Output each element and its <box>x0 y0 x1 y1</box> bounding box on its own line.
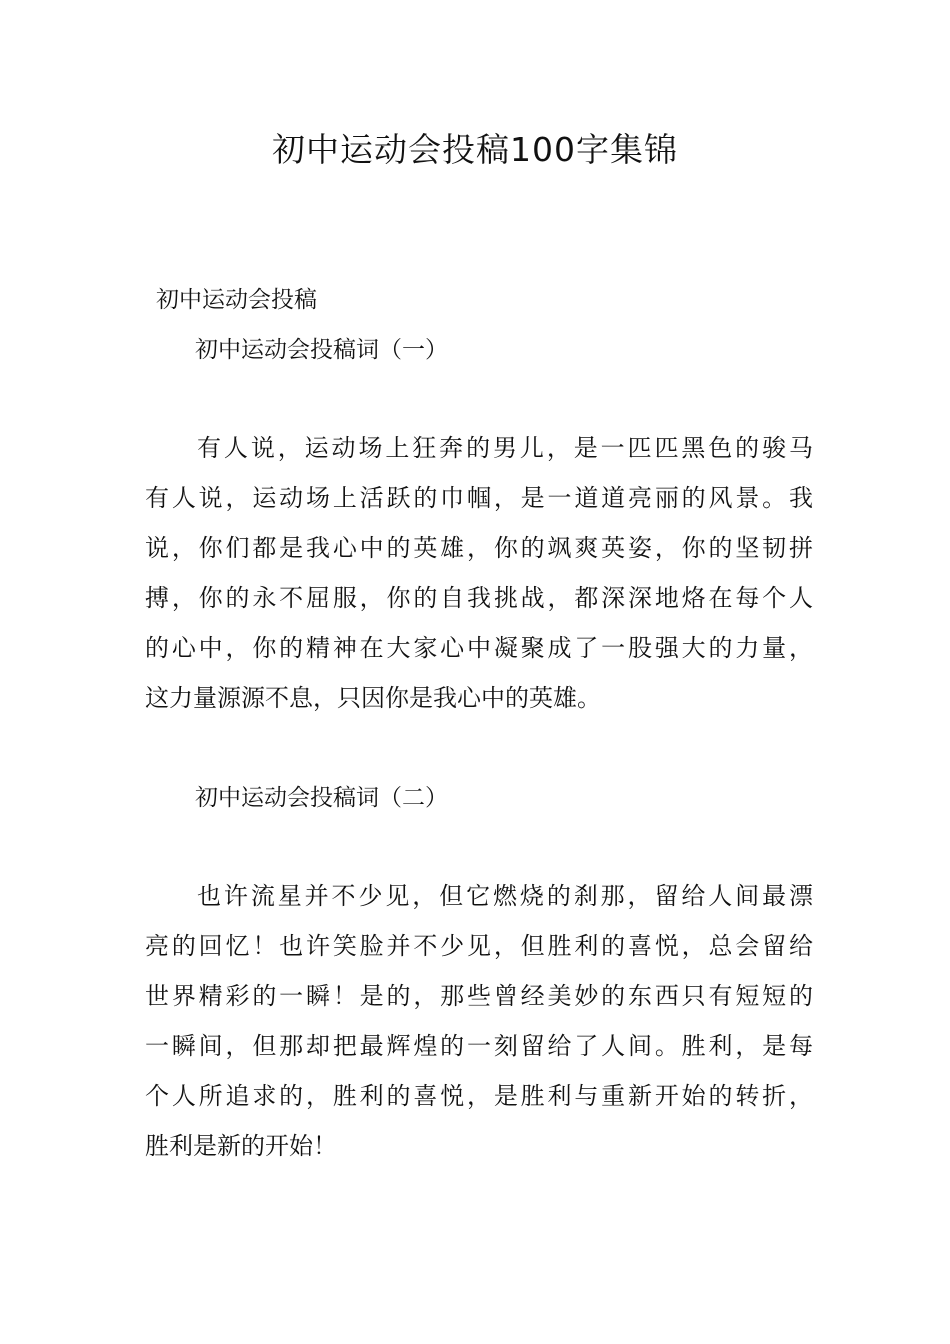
paragraph-line: 个人所追求的，胜利的喜悦，是胜利与重新开始的转折， <box>145 1082 813 1110</box>
section-heading-1: 初中运动会投稿词（一） <box>195 337 448 363</box>
paragraph-line: 亮的回忆！也许笑脸并不少见，但胜利的喜悦，总会留给 <box>145 932 813 960</box>
paragraph-line: 世界精彩的一瞬！是的，那些曾经美妙的东西只有短短的 <box>145 982 813 1010</box>
document-title: 初中运动会投稿100字集锦 <box>272 130 678 169</box>
document-subtitle: 初中运动会投稿 <box>156 287 317 313</box>
section-2-paragraph <box>145 871 813 1171</box>
section-1-paragraph <box>145 423 813 723</box>
section-heading-2: 初中运动会投稿词（二） <box>195 785 448 811</box>
paragraph-line: 的心中，你的精神在大家心中凝聚成了一股强大的力量， <box>145 634 813 662</box>
paragraph-line: 胜利是新的开始！ <box>145 1132 337 1160</box>
paragraph-line: 搏，你的永不屈服，你的自我挑战，都深深地烙在每个人 <box>145 584 813 612</box>
paragraph-line: 一瞬间，但那却把最辉煌的一刻留给了人间。胜利，是每 <box>145 1032 813 1060</box>
paragraph-line: 也许流星并不少见，但它燃烧的刹那，留给人间最漂 <box>197 882 813 910</box>
paragraph-line: 有人说，运动场上活跃的巾帼，是一道道亮丽的风景。我 <box>145 484 813 512</box>
paragraph-line: 有人说，运动场上狂奔的男儿，是一匹匹黑色的骏马 <box>197 434 813 462</box>
paragraph-line: 这力量源源不息，只因你是我心中的英雄。 <box>145 684 601 712</box>
paragraph-line: 说，你们都是我心中的英雄，你的飒爽英姿，你的坚韧拼 <box>145 534 813 562</box>
